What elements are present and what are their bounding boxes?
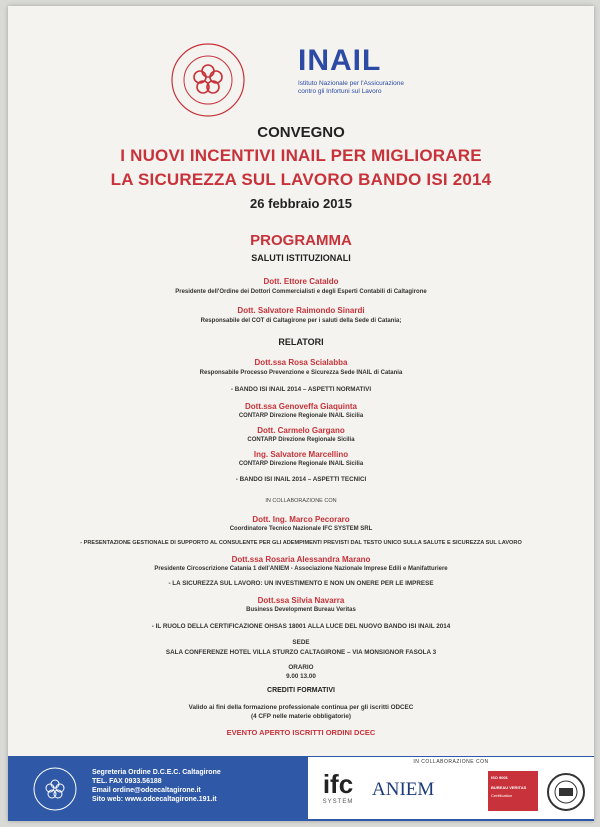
evento-aperto: EVENTO APERTO ISCRITTI ORDINI DCEC <box>226 728 376 737</box>
title-line-1: I NUOVI INCENTIVI INAIL PER MIGLIORARE <box>120 146 482 165</box>
inail-wordmark: INAIL <box>298 44 382 77</box>
topic: - BANDO ISI INAIL 2014 – ASPETTI NORMATIVI <box>230 386 372 393</box>
speaker-role: Coordinatore Tecnico Nazionale IFC SYSTEM SRL <box>229 526 373 532</box>
convegno-kicker: CONVEGNO <box>257 124 345 141</box>
speaker-role: CONTARP Direzione Regionale INAIL Sicilia <box>238 461 364 467</box>
aniem-logo: ANIEM <box>372 779 435 800</box>
speaker-name: Dott.ssa Rosa Scialabba <box>254 358 348 367</box>
footer-line-2: TEL. FAX 0933.56188 <box>92 778 162 785</box>
speaker-name: Dott. Salvatore Raimondo Sinardi <box>237 306 365 315</box>
speaker-role: CONTARP Direzione Regionale Sicilia <box>247 437 355 443</box>
speaker-name: Dott.ssa Silvia Navarra <box>257 596 345 605</box>
speaker-name: Ing. Salvatore Marcellino <box>253 450 349 459</box>
speaker-role: Responsabile del COT di Caltagirone per i saluti della Sede di Catania; <box>200 318 402 324</box>
bv-line-1: ISO 9001 <box>491 775 508 780</box>
speaker-role: CONTARP Direzione Regionale INAIL Sicilia <box>238 413 364 419</box>
collaboration-label: IN COLLABORAZIONE CON <box>265 498 337 504</box>
inail-subtitle-1: Istituto Nazionale per l'Assicurazione <box>298 80 405 87</box>
bv-line-2: BUREAU VERITAS <box>491 785 527 790</box>
title-line-2: LA SICUREZZA SUL LAVORO BANDO ISI 2014 <box>110 170 492 189</box>
topic: - PRESENTAZIONE GESTIONALE DI SUPPORTO AL CONSULENTE PER GLI ADEMPIMENTI PREVISTI DAL TESTO UNICO SULLA SALUTE E SICUREZZA SUL LAVORO <box>80 540 522 546</box>
footer-bar <box>8 756 594 821</box>
inail-logo <box>298 44 438 96</box>
saluti-heading: SALUTI ISTITUZIONALI <box>251 253 351 263</box>
topic: - IL RUOLO DELLA CERTIFICAZIONE OHSAS 18001 ALLA LUCE DEL NUOVO BANDO ISI INAIL 2014 <box>151 623 451 630</box>
speaker-role: Presidente Circoscrizione Catania 1 dell'ANIEM - Associazione Nazionale Imprese Edili e Manifatturiere <box>154 566 448 572</box>
ifc-system-logo <box>314 769 362 815</box>
certification-seal-icon <box>544 771 588 813</box>
topic: - LA SICUREZZA SUL LAVORO: UN INVESTIMENTO E NON UN ONERE PER LE IMPRESE <box>168 580 434 587</box>
crediti-line-1: Valido ai fini della formazione professionale continua per gli iscritti ODCEC <box>188 704 414 711</box>
poster-page <box>8 6 594 821</box>
partners-title: IN COLLABORAZIONE CON <box>413 759 489 765</box>
inail-subtitle-2: contro gli Infortuni sul Lavoro <box>298 88 382 95</box>
program-heading: PROGRAMMA <box>250 232 352 249</box>
ifc-wordmark: ifc <box>322 769 354 799</box>
speaker-name: Dott. Carmelo Gargano <box>257 426 345 435</box>
speaker-role: Presidente dell'Ordine dei Dottori Commercialisti e degli Esperti Contabili di Caltagirone <box>175 289 427 295</box>
crediti-label: CREDITI FORMATIVI <box>267 687 335 694</box>
footer-contacts <box>92 768 221 804</box>
speaker-role: Business Development Bureau Veritas <box>246 607 356 613</box>
speaker-name: Dott. Ettore Cataldo <box>263 277 339 286</box>
partners-panel <box>308 757 594 819</box>
odcec-footer-logo <box>32 766 78 812</box>
topic: - BANDO ISI INAIL 2014 – ASPETTI TECNICI <box>235 476 367 483</box>
orario-value: 9.00 13.00 <box>286 673 316 680</box>
crediti-line-2: (4 CFP nelle materie obbligatorie) <box>251 713 351 720</box>
footer-line-1: Segreteria Ordine D.C.E.C. Caltagirone <box>92 769 221 776</box>
bv-line-3: Certification <box>491 793 513 798</box>
event-date: 26 febbraio 2015 <box>250 196 352 211</box>
speaker-name: Dott. Ing. Marco Pecoraro <box>252 515 350 524</box>
sede-label: SEDE <box>292 639 310 646</box>
speaker-name: Dott.ssa Rosaria Alessandra Marano <box>231 555 371 564</box>
sede-value: SALA CONFERENZE HOTEL VILLA STURZO CALTAGIRONE – VIA MONSIGNOR FASOLA 3 <box>165 649 437 656</box>
odcec-logo <box>168 40 248 120</box>
footer-email[interactable]: Email ordine@odcecaltagirone.it <box>92 787 201 794</box>
ifc-sub: SYSTEM <box>322 799 354 805</box>
relatori-heading: RELATORI <box>278 337 324 347</box>
bureau-veritas-logo <box>488 771 538 811</box>
footer-website[interactable]: Sito web: www.odcecaltagirone.191.it <box>92 796 217 803</box>
speaker-role: Responsabile Processo Prevenzione e Sicurezza Sede INAIL di Catania <box>199 370 403 376</box>
speaker-name: Dott.ssa Genoveffa Giaquinta <box>244 402 358 411</box>
orario-label: ORARIO <box>288 664 314 671</box>
